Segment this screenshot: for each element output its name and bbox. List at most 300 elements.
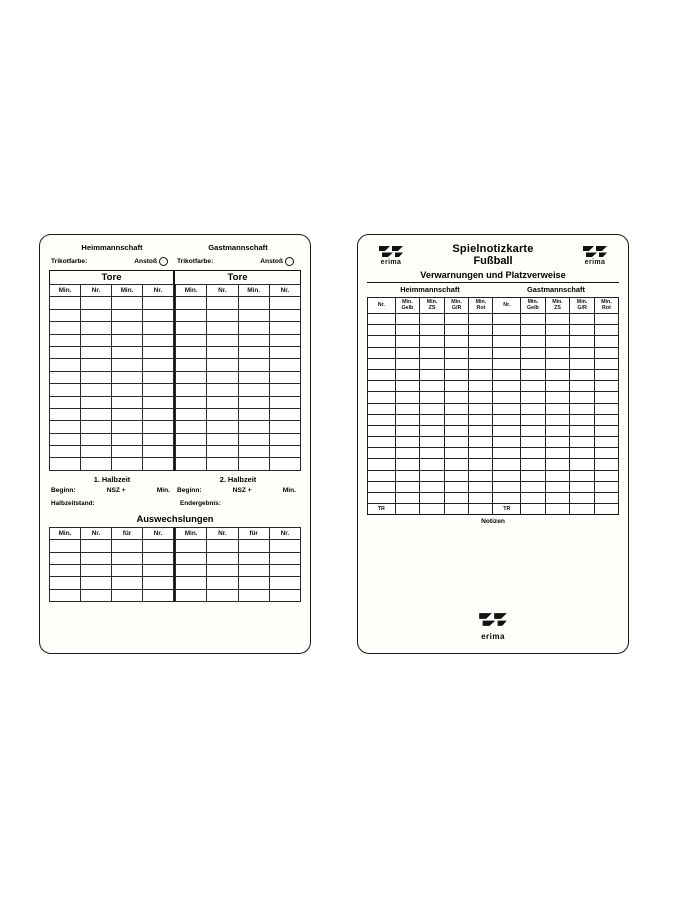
- table-cell[interactable]: [469, 425, 493, 436]
- table-cell[interactable]: [143, 384, 174, 396]
- trainer-cell[interactable]: TR: [368, 504, 396, 515]
- kickoff-circle-icon[interactable]: [159, 257, 168, 266]
- table-cell[interactable]: [395, 459, 420, 470]
- table-cell[interactable]: [395, 414, 420, 425]
- table-cell[interactable]: [395, 392, 420, 403]
- table-cell[interactable]: [420, 392, 445, 403]
- table-cell[interactable]: [545, 325, 570, 336]
- table-cell[interactable]: [238, 384, 269, 396]
- table-cell[interactable]: [444, 493, 469, 504]
- table-cell[interactable]: [112, 589, 143, 601]
- table-cell[interactable]: [444, 459, 469, 470]
- table-cell[interactable]: [545, 414, 570, 425]
- table-cell[interactable]: [444, 403, 469, 414]
- table-cell[interactable]: [81, 577, 112, 589]
- table-cell[interactable]: [395, 481, 420, 492]
- table-cell[interactable]: [493, 448, 521, 459]
- table-cell[interactable]: [207, 589, 238, 601]
- table-cell[interactable]: [545, 369, 570, 380]
- table-cell[interactable]: [238, 346, 269, 358]
- table-cell[interactable]: [521, 347, 546, 358]
- table-cell[interactable]: [521, 392, 546, 403]
- table-cell[interactable]: [81, 371, 112, 383]
- table-cell[interactable]: [50, 458, 81, 470]
- table-cell[interactable]: [594, 425, 618, 436]
- table-cell[interactable]: [81, 565, 112, 577]
- table-cell[interactable]: [207, 577, 238, 589]
- table-cell[interactable]: [81, 589, 112, 601]
- table-cell[interactable]: [81, 359, 112, 371]
- table-cell[interactable]: [176, 433, 207, 445]
- table-cell[interactable]: [207, 540, 238, 552]
- table-cell[interactable]: [207, 565, 238, 577]
- table-cell[interactable]: [207, 346, 238, 358]
- table-cell[interactable]: [176, 540, 207, 552]
- table-cell[interactable]: [176, 359, 207, 371]
- table-cell[interactable]: [469, 448, 493, 459]
- table-cell[interactable]: [545, 470, 570, 481]
- table-cell[interactable]: [81, 346, 112, 358]
- table-cell[interactable]: [50, 589, 81, 601]
- table-cell[interactable]: [420, 347, 445, 358]
- table-cell[interactable]: [444, 325, 469, 336]
- table-cell[interactable]: [368, 392, 396, 403]
- table-cell[interactable]: [269, 577, 300, 589]
- table-cell[interactable]: [493, 459, 521, 470]
- table-cell[interactable]: [50, 540, 81, 552]
- table-cell[interactable]: [420, 314, 445, 325]
- table-cell[interactable]: [269, 396, 300, 408]
- table-cell[interactable]: [143, 309, 174, 321]
- table-cell[interactable]: [143, 458, 174, 470]
- table-cell[interactable]: [176, 346, 207, 358]
- table-cell[interactable]: [368, 314, 396, 325]
- table-cell[interactable]: [444, 481, 469, 492]
- table-cell[interactable]: [238, 309, 269, 321]
- table-cell[interactable]: [521, 381, 546, 392]
- table-cell[interactable]: [176, 552, 207, 564]
- table-cell[interactable]: [176, 371, 207, 383]
- table-cell[interactable]: [594, 448, 618, 459]
- table-cell[interactable]: [545, 425, 570, 436]
- table-cell[interactable]: [493, 381, 521, 392]
- table-cell[interactable]: [545, 493, 570, 504]
- table-cell[interactable]: [395, 325, 420, 336]
- table-cell[interactable]: [444, 381, 469, 392]
- table-cell[interactable]: [570, 414, 595, 425]
- table-cell[interactable]: [594, 314, 618, 325]
- table-cell[interactable]: [594, 403, 618, 414]
- table-cell[interactable]: [594, 437, 618, 448]
- table-cell[interactable]: [143, 371, 174, 383]
- table-cell[interactable]: [395, 314, 420, 325]
- table-cell[interactable]: [545, 481, 570, 492]
- table-cell[interactable]: [469, 437, 493, 448]
- table-cell[interactable]: [238, 421, 269, 433]
- table-cell[interactable]: [269, 334, 300, 346]
- table-cell[interactable]: [238, 433, 269, 445]
- table-cell[interactable]: [420, 369, 445, 380]
- table-cell[interactable]: [269, 421, 300, 433]
- table-cell[interactable]: [570, 459, 595, 470]
- table-cell[interactable]: [176, 589, 207, 601]
- table-cell[interactable]: [143, 446, 174, 458]
- table-cell[interactable]: [143, 565, 174, 577]
- table-cell[interactable]: [395, 381, 420, 392]
- table-cell[interactable]: [112, 540, 143, 552]
- table-cell[interactable]: [493, 481, 521, 492]
- table-cell[interactable]: [521, 493, 546, 504]
- table-cell[interactable]: [444, 414, 469, 425]
- table-cell[interactable]: [570, 448, 595, 459]
- table-cell[interactable]: [112, 322, 143, 334]
- table-cell[interactable]: [570, 425, 595, 436]
- table-cell[interactable]: [112, 396, 143, 408]
- table-cell[interactable]: [493, 493, 521, 504]
- table-cell[interactable]: [143, 433, 174, 445]
- table-cell[interactable]: [112, 446, 143, 458]
- table-cell[interactable]: [594, 459, 618, 470]
- table-cell[interactable]: [594, 369, 618, 380]
- table-cell[interactable]: [420, 425, 445, 436]
- table-cell[interactable]: [521, 336, 546, 347]
- table-cell[interactable]: [469, 314, 493, 325]
- table-cell[interactable]: [207, 371, 238, 383]
- table-cell[interactable]: [269, 371, 300, 383]
- table-cell[interactable]: [112, 297, 143, 309]
- table-cell[interactable]: [594, 325, 618, 336]
- table-cell[interactable]: [112, 577, 143, 589]
- table-cell[interactable]: [444, 470, 469, 481]
- table-cell[interactable]: [594, 392, 618, 403]
- table-cell[interactable]: [368, 347, 396, 358]
- table-cell[interactable]: [594, 347, 618, 358]
- table-cell[interactable]: [269, 589, 300, 601]
- table-cell[interactable]: [444, 358, 469, 369]
- table-cell[interactable]: [420, 437, 445, 448]
- table-cell[interactable]: [395, 437, 420, 448]
- table-cell[interactable]: [143, 421, 174, 433]
- table-cell[interactable]: [493, 325, 521, 336]
- table-cell[interactable]: [269, 359, 300, 371]
- table-cell[interactable]: [420, 481, 445, 492]
- table-cell[interactable]: [238, 408, 269, 420]
- table-cell[interactable]: [395, 425, 420, 436]
- table-cell[interactable]: [368, 358, 396, 369]
- table-cell[interactable]: [176, 577, 207, 589]
- table-cell[interactable]: [238, 297, 269, 309]
- table-cell[interactable]: [594, 504, 618, 515]
- table-cell[interactable]: [176, 334, 207, 346]
- table-cell[interactable]: [176, 322, 207, 334]
- table-cell[interactable]: [545, 347, 570, 358]
- table-cell[interactable]: [81, 421, 112, 433]
- table-cell[interactable]: [594, 358, 618, 369]
- table-cell[interactable]: [50, 552, 81, 564]
- table-cell[interactable]: [521, 459, 546, 470]
- table-cell[interactable]: [420, 325, 445, 336]
- table-cell[interactable]: [207, 359, 238, 371]
- table-cell[interactable]: [570, 504, 595, 515]
- table-cell[interactable]: [521, 481, 546, 492]
- table-cell[interactable]: [112, 309, 143, 321]
- table-cell[interactable]: [81, 384, 112, 396]
- table-cell[interactable]: [594, 481, 618, 492]
- table-cell[interactable]: [395, 403, 420, 414]
- table-cell[interactable]: [469, 470, 493, 481]
- table-cell[interactable]: [594, 381, 618, 392]
- table-cell[interactable]: [570, 358, 595, 369]
- table-cell[interactable]: [207, 446, 238, 458]
- table-cell[interactable]: [143, 552, 174, 564]
- table-cell[interactable]: [493, 437, 521, 448]
- table-cell[interactable]: [570, 325, 595, 336]
- table-cell[interactable]: [368, 325, 396, 336]
- table-cell[interactable]: [545, 358, 570, 369]
- table-cell[interactable]: [368, 470, 396, 481]
- table-cell[interactable]: [176, 309, 207, 321]
- table-cell[interactable]: [469, 358, 493, 369]
- table-cell[interactable]: [395, 470, 420, 481]
- table-cell[interactable]: [207, 396, 238, 408]
- table-cell[interactable]: [545, 392, 570, 403]
- table-cell[interactable]: [368, 369, 396, 380]
- table-cell[interactable]: [469, 403, 493, 414]
- table-cell[interactable]: [207, 433, 238, 445]
- table-cell[interactable]: [444, 336, 469, 347]
- table-cell[interactable]: [112, 384, 143, 396]
- table-cell[interactable]: [143, 359, 174, 371]
- table-cell[interactable]: [50, 322, 81, 334]
- table-cell[interactable]: [570, 369, 595, 380]
- table-cell[interactable]: [50, 359, 81, 371]
- table-cell[interactable]: [594, 493, 618, 504]
- table-cell[interactable]: [238, 322, 269, 334]
- table-cell[interactable]: [469, 381, 493, 392]
- table-cell[interactable]: [493, 347, 521, 358]
- table-cell[interactable]: [50, 396, 81, 408]
- table-cell[interactable]: [444, 347, 469, 358]
- table-cell[interactable]: [50, 565, 81, 577]
- table-cell[interactable]: [368, 459, 396, 470]
- table-cell[interactable]: [143, 577, 174, 589]
- table-cell[interactable]: [143, 589, 174, 601]
- table-cell[interactable]: [545, 459, 570, 470]
- table-cell[interactable]: [81, 408, 112, 420]
- table-cell[interactable]: [521, 470, 546, 481]
- table-cell[interactable]: [545, 504, 570, 515]
- table-cell[interactable]: [570, 493, 595, 504]
- table-cell[interactable]: [368, 336, 396, 347]
- table-cell[interactable]: [112, 371, 143, 383]
- table-cell[interactable]: [50, 421, 81, 433]
- table-cell[interactable]: [444, 369, 469, 380]
- table-cell[interactable]: [112, 359, 143, 371]
- table-cell[interactable]: [112, 421, 143, 433]
- table-cell[interactable]: [112, 458, 143, 470]
- table-cell[interactable]: [50, 433, 81, 445]
- table-cell[interactable]: [395, 448, 420, 459]
- table-cell[interactable]: [207, 309, 238, 321]
- table-cell[interactable]: [570, 481, 595, 492]
- table-cell[interactable]: [493, 336, 521, 347]
- table-cell[interactable]: [420, 403, 445, 414]
- table-cell[interactable]: [493, 358, 521, 369]
- table-cell[interactable]: [594, 414, 618, 425]
- table-cell[interactable]: [81, 309, 112, 321]
- table-cell[interactable]: [81, 446, 112, 458]
- table-cell[interactable]: [269, 565, 300, 577]
- table-cell[interactable]: [81, 552, 112, 564]
- table-cell[interactable]: [238, 371, 269, 383]
- table-cell[interactable]: [143, 396, 174, 408]
- table-cell[interactable]: [269, 309, 300, 321]
- table-cell[interactable]: [50, 408, 81, 420]
- table-cell[interactable]: [143, 408, 174, 420]
- table-cell[interactable]: [444, 504, 469, 515]
- table-cell[interactable]: [112, 346, 143, 358]
- table-cell[interactable]: [50, 334, 81, 346]
- table-cell[interactable]: [207, 552, 238, 564]
- table-cell[interactable]: [395, 504, 420, 515]
- table-cell[interactable]: [545, 381, 570, 392]
- table-cell[interactable]: [469, 414, 493, 425]
- table-cell[interactable]: [395, 347, 420, 358]
- table-cell[interactable]: [493, 425, 521, 436]
- table-cell[interactable]: [368, 493, 396, 504]
- table-cell[interactable]: [521, 425, 546, 436]
- table-cell[interactable]: [238, 334, 269, 346]
- table-cell[interactable]: [594, 336, 618, 347]
- table-cell[interactable]: [594, 470, 618, 481]
- table-cell[interactable]: [269, 446, 300, 458]
- table-cell[interactable]: [545, 448, 570, 459]
- table-cell[interactable]: [238, 552, 269, 564]
- table-cell[interactable]: [545, 336, 570, 347]
- table-cell[interactable]: [469, 336, 493, 347]
- table-cell[interactable]: [444, 437, 469, 448]
- table-cell[interactable]: [469, 325, 493, 336]
- table-cell[interactable]: [420, 504, 445, 515]
- table-cell[interactable]: [368, 437, 396, 448]
- table-cell[interactable]: [395, 493, 420, 504]
- table-cell[interactable]: [50, 346, 81, 358]
- table-cell[interactable]: [269, 540, 300, 552]
- table-cell[interactable]: [238, 565, 269, 577]
- table-cell[interactable]: [420, 414, 445, 425]
- table-cell[interactable]: [81, 458, 112, 470]
- table-cell[interactable]: [570, 314, 595, 325]
- table-cell[interactable]: [207, 334, 238, 346]
- table-cell[interactable]: [368, 381, 396, 392]
- table-cell[interactable]: [469, 459, 493, 470]
- table-cell[interactable]: [469, 493, 493, 504]
- table-cell[interactable]: [50, 446, 81, 458]
- table-cell[interactable]: [50, 384, 81, 396]
- table-cell[interactable]: [112, 433, 143, 445]
- table-cell[interactable]: [81, 396, 112, 408]
- table-cell[interactable]: [545, 314, 570, 325]
- table-cell[interactable]: [420, 493, 445, 504]
- table-cell[interactable]: [493, 414, 521, 425]
- table-cell[interactable]: [269, 322, 300, 334]
- table-cell[interactable]: [521, 414, 546, 425]
- table-cell[interactable]: [143, 346, 174, 358]
- table-cell[interactable]: [469, 369, 493, 380]
- table-cell[interactable]: [143, 322, 174, 334]
- table-cell[interactable]: [176, 446, 207, 458]
- table-cell[interactable]: [112, 552, 143, 564]
- table-cell[interactable]: [81, 322, 112, 334]
- table-cell[interactable]: [493, 392, 521, 403]
- table-cell[interactable]: [207, 421, 238, 433]
- table-cell[interactable]: [269, 346, 300, 358]
- table-cell[interactable]: [176, 297, 207, 309]
- table-cell[interactable]: [493, 369, 521, 380]
- table-cell[interactable]: [570, 437, 595, 448]
- table-cell[interactable]: [112, 565, 143, 577]
- table-cell[interactable]: [420, 358, 445, 369]
- table-cell[interactable]: [207, 297, 238, 309]
- table-cell[interactable]: [269, 408, 300, 420]
- table-cell[interactable]: [395, 336, 420, 347]
- table-cell[interactable]: [207, 384, 238, 396]
- table-cell[interactable]: [521, 403, 546, 414]
- table-cell[interactable]: [238, 577, 269, 589]
- table-cell[interactable]: [50, 297, 81, 309]
- table-cell[interactable]: [368, 448, 396, 459]
- table-cell[interactable]: [420, 448, 445, 459]
- table-cell[interactable]: [444, 392, 469, 403]
- table-cell[interactable]: [81, 433, 112, 445]
- table-cell[interactable]: [521, 325, 546, 336]
- table-cell[interactable]: [521, 448, 546, 459]
- table-cell[interactable]: [176, 384, 207, 396]
- table-cell[interactable]: [521, 437, 546, 448]
- table-cell[interactable]: [469, 504, 493, 515]
- table-cell[interactable]: [570, 403, 595, 414]
- table-cell[interactable]: [176, 396, 207, 408]
- table-cell[interactable]: [143, 297, 174, 309]
- table-cell[interactable]: [493, 470, 521, 481]
- table-cell[interactable]: [238, 589, 269, 601]
- table-cell[interactable]: [368, 403, 396, 414]
- table-cell[interactable]: [238, 540, 269, 552]
- table-cell[interactable]: [395, 369, 420, 380]
- table-cell[interactable]: [368, 414, 396, 425]
- table-cell[interactable]: [81, 334, 112, 346]
- table-cell[interactable]: [493, 314, 521, 325]
- table-cell[interactable]: [570, 347, 595, 358]
- table-cell[interactable]: [112, 408, 143, 420]
- trainer-cell[interactable]: TR: [493, 504, 521, 515]
- table-cell[interactable]: [521, 314, 546, 325]
- table-cell[interactable]: [269, 297, 300, 309]
- table-cell[interactable]: [570, 392, 595, 403]
- table-cell[interactable]: [420, 459, 445, 470]
- table-cell[interactable]: [238, 446, 269, 458]
- table-cell[interactable]: [444, 425, 469, 436]
- table-cell[interactable]: [50, 577, 81, 589]
- table-cell[interactable]: [269, 458, 300, 470]
- table-cell[interactable]: [368, 481, 396, 492]
- table-cell[interactable]: [420, 470, 445, 481]
- table-cell[interactable]: [207, 458, 238, 470]
- table-cell[interactable]: [469, 481, 493, 492]
- table-cell[interactable]: [269, 384, 300, 396]
- table-cell[interactable]: [368, 425, 396, 436]
- table-cell[interactable]: [469, 347, 493, 358]
